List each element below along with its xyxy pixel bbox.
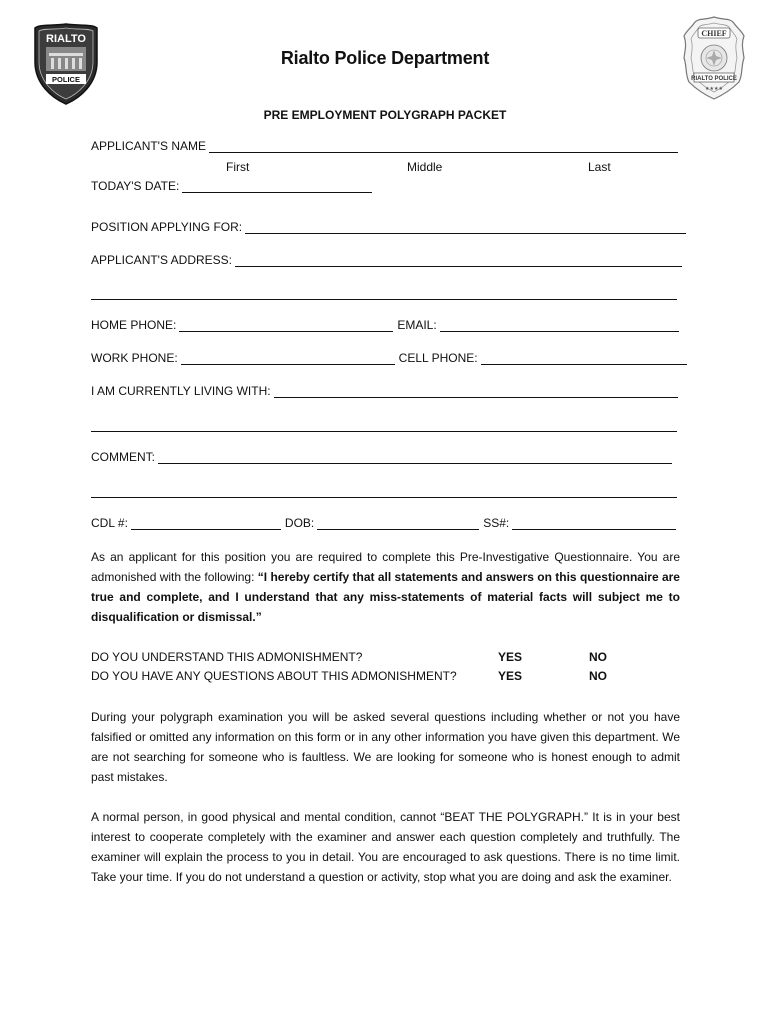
living-with-field[interactable] — [274, 385, 678, 398]
admonishment-paragraph — [91, 547, 680, 627]
page-subtitle: PRE EMPLOYMENT POLYGRAPH PACKET — [263, 108, 507, 122]
question-understand-no[interactable]: NO — [589, 650, 607, 664]
todays-date-row — [91, 179, 372, 193]
name-part-middle: Middle — [407, 160, 443, 174]
dob-field[interactable] — [317, 517, 479, 530]
address-label: APPLICANT'S ADDRESS: — [91, 253, 232, 267]
applicant-name-label: APPLICANT'S NAME — [91, 139, 206, 153]
comment-row — [91, 450, 672, 464]
position-row — [91, 220, 686, 234]
beat-polygraph-paragraph: A normal person, in good physical and mental condition, cannot “BEAT THE POLYGRAPH.” It is in your best interest to cooperate completely with the examiner and answer each question completely and truthfully. The examiner will explain the process to you in detail. You are encouraged to ask questions. There is no time limit. Take your time. If you do not understand a question or activity, stop what you are doing and ask the examiner. — [91, 810, 680, 884]
cdl-label: CDL #: — [91, 516, 128, 530]
polygraph-info-paragraph: During your polygraph examination you will be asked several questions including whether or not you have falsified or omitted any information on this form or in any other information you have given this department. We are not searching for someone who is faultless. We are looking for someone who is honest enough to admit past mistakes. — [91, 710, 680, 784]
living-with-field-line-2[interactable] — [91, 431, 677, 432]
dob-label: DOB: — [284, 516, 315, 530]
email-field[interactable] — [440, 319, 679, 332]
address-field-line-2[interactable] — [91, 299, 677, 300]
admonishment-intro: As an applicant for this position you are required to complete this Pre-Investigative Questionnaire. You are admonished with the following: — [91, 550, 680, 584]
comment-field-line-2[interactable] — [91, 497, 677, 498]
ss-field[interactable] — [512, 517, 676, 530]
cdl-field[interactable] — [131, 517, 281, 530]
cell-phone-field[interactable] — [481, 352, 687, 365]
svg-text:★★★★: ★★★★ — [705, 86, 723, 92]
applicant-name-field[interactable] — [209, 140, 678, 153]
todays-date-field[interactable] — [182, 180, 372, 193]
address-field[interactable] — [235, 254, 682, 267]
svg-text:RIALTO: RIALTO — [46, 33, 86, 45]
question-understand-yes[interactable]: YES — [498, 650, 523, 664]
comment-label: COMMENT: — [91, 450, 155, 464]
question-understand: DO YOU UNDERSTAND THIS ADMONISHMENT? — [91, 650, 363, 664]
work-phone-field[interactable] — [181, 352, 395, 365]
phone-email-row — [91, 318, 679, 332]
living-with-row — [91, 384, 678, 398]
position-label: POSITION APPLYING FOR: — [91, 220, 243, 234]
page-title: Rialto Police Department — [280, 48, 490, 68]
living-with-label: I AM CURRENTLY LIVING WITH: — [91, 384, 271, 398]
question-have-questions-no[interactable]: NO — [589, 669, 607, 683]
position-field[interactable] — [245, 221, 686, 234]
svg-text:CHIEF: CHIEF — [701, 29, 727, 38]
work-cell-row — [91, 351, 687, 365]
cdl-dob-ss-row — [91, 516, 676, 530]
ss-label: SS#: — [483, 516, 510, 530]
home-phone-field[interactable] — [179, 319, 393, 332]
todays-date-label: TODAY'S DATE: — [91, 179, 180, 193]
admonishment-quote: “I hereby certify that all statements and answers on this questionnaire are true and complete, and I understand that any miss-statements of material facts will subject me to disqualification or dismissal.” — [91, 570, 680, 624]
question-have-questions: DO YOU HAVE ANY QUESTIONS ABOUT THIS ADMONISHMENT? — [91, 669, 457, 683]
email-label: EMAIL: — [397, 318, 437, 332]
applicant-name-row — [91, 139, 678, 153]
work-phone-label: WORK PHONE: — [91, 351, 178, 365]
name-part-first: First — [226, 160, 250, 174]
home-phone-label: HOME PHONE: — [91, 318, 177, 332]
cell-phone-label: CELL PHONE: — [398, 351, 478, 365]
svg-text:RIALTO POLICE: RIALTO POLICE — [691, 76, 737, 82]
comment-field[interactable] — [158, 451, 672, 464]
address-row — [91, 253, 682, 267]
name-part-last: Last — [588, 160, 611, 174]
svg-text:POLICE: POLICE — [52, 75, 80, 84]
question-have-questions-yes[interactable]: YES — [498, 669, 523, 683]
